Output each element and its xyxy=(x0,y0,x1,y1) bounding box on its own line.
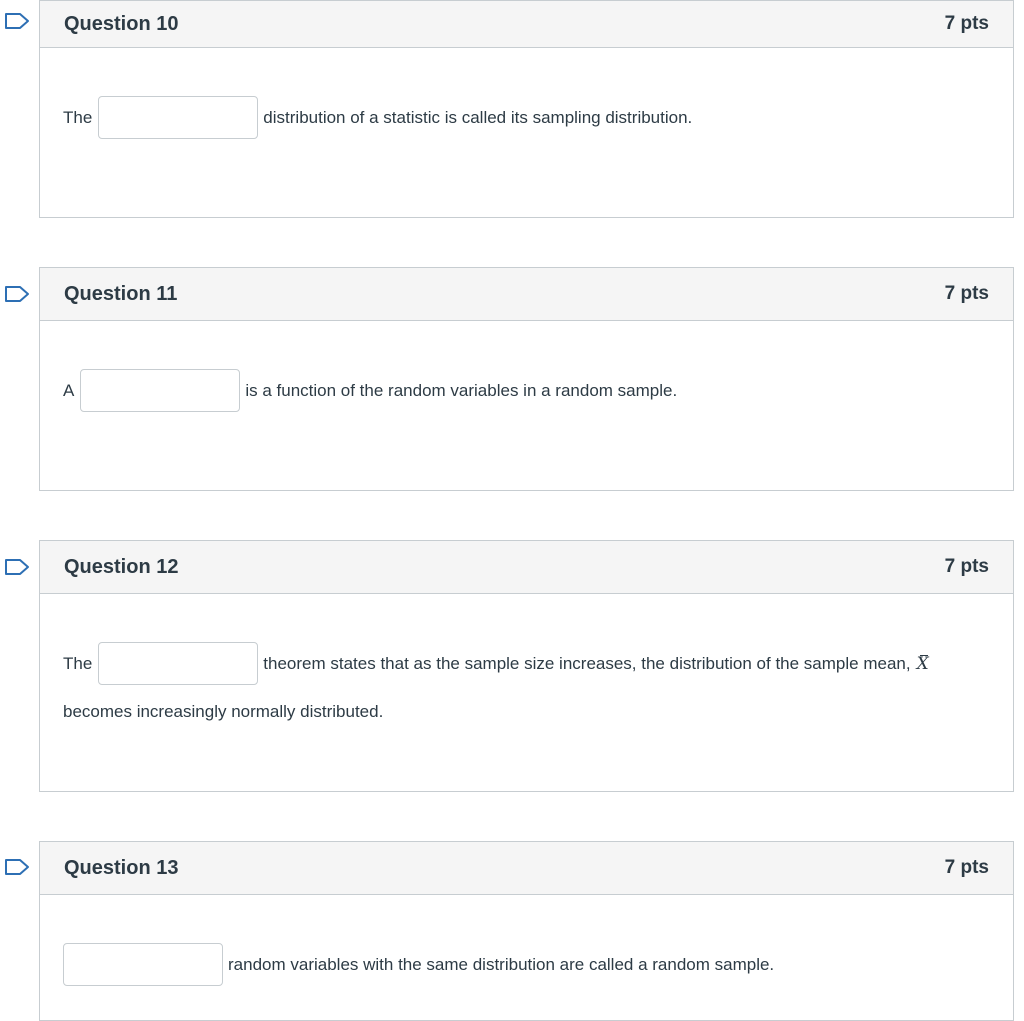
text-before-blank: The xyxy=(63,653,93,673)
question-body xyxy=(40,321,1013,490)
answer-blank-input[interactable] xyxy=(98,642,258,685)
question-title: Question 13 xyxy=(64,856,179,879)
text-after-blank: random variables with the same distribution are called a random sample. xyxy=(228,954,775,974)
question-header xyxy=(40,541,1013,594)
question-points: 7 pts xyxy=(944,556,989,577)
question-header xyxy=(40,1,1013,48)
question-text-continuation xyxy=(63,702,383,722)
question-text xyxy=(63,943,774,986)
answer-blank-input[interactable] xyxy=(80,369,240,412)
question-title: Question 12 xyxy=(64,555,179,578)
question-13 xyxy=(39,841,1014,1021)
question-header xyxy=(40,268,1013,321)
question-12 xyxy=(39,540,1014,792)
x-bar-symbol: X xyxy=(916,653,929,674)
question-title: Question 11 xyxy=(64,282,178,305)
question-body xyxy=(40,48,1013,217)
text-after-blank: distribution of a statistic is called its sampling distribution. xyxy=(263,107,693,127)
question-text xyxy=(63,642,929,685)
answer-blank-input[interactable] xyxy=(63,943,223,986)
question-points: 7 pts xyxy=(944,857,989,878)
question-points: 7 pts xyxy=(944,283,989,304)
question-text xyxy=(63,369,677,412)
text-after-blank: theorem states that as the sample size increases, the distribution of the sample mean, xyxy=(263,653,911,673)
question-points: 7 pts xyxy=(944,13,989,34)
flag-question-13-icon[interactable] xyxy=(4,858,30,876)
text-before-blank: A xyxy=(63,380,75,400)
flag-question-10-icon[interactable] xyxy=(4,12,30,30)
question-11 xyxy=(39,267,1014,491)
flag-question-12-icon[interactable] xyxy=(4,558,30,576)
question-text xyxy=(63,96,692,139)
question-title: Question 10 xyxy=(64,12,179,35)
text-before-blank: The xyxy=(63,107,93,127)
question-body xyxy=(40,895,1013,1020)
text-after-blank: is a function of the random variables in a random sample. xyxy=(245,380,678,400)
answer-blank-input[interactable] xyxy=(98,96,258,139)
flag-question-11-icon[interactable] xyxy=(4,285,30,303)
text-continuation: becomes increasingly normally distributed. xyxy=(63,702,384,721)
question-header xyxy=(40,842,1013,895)
question-10 xyxy=(39,0,1014,218)
question-body xyxy=(40,594,1013,791)
